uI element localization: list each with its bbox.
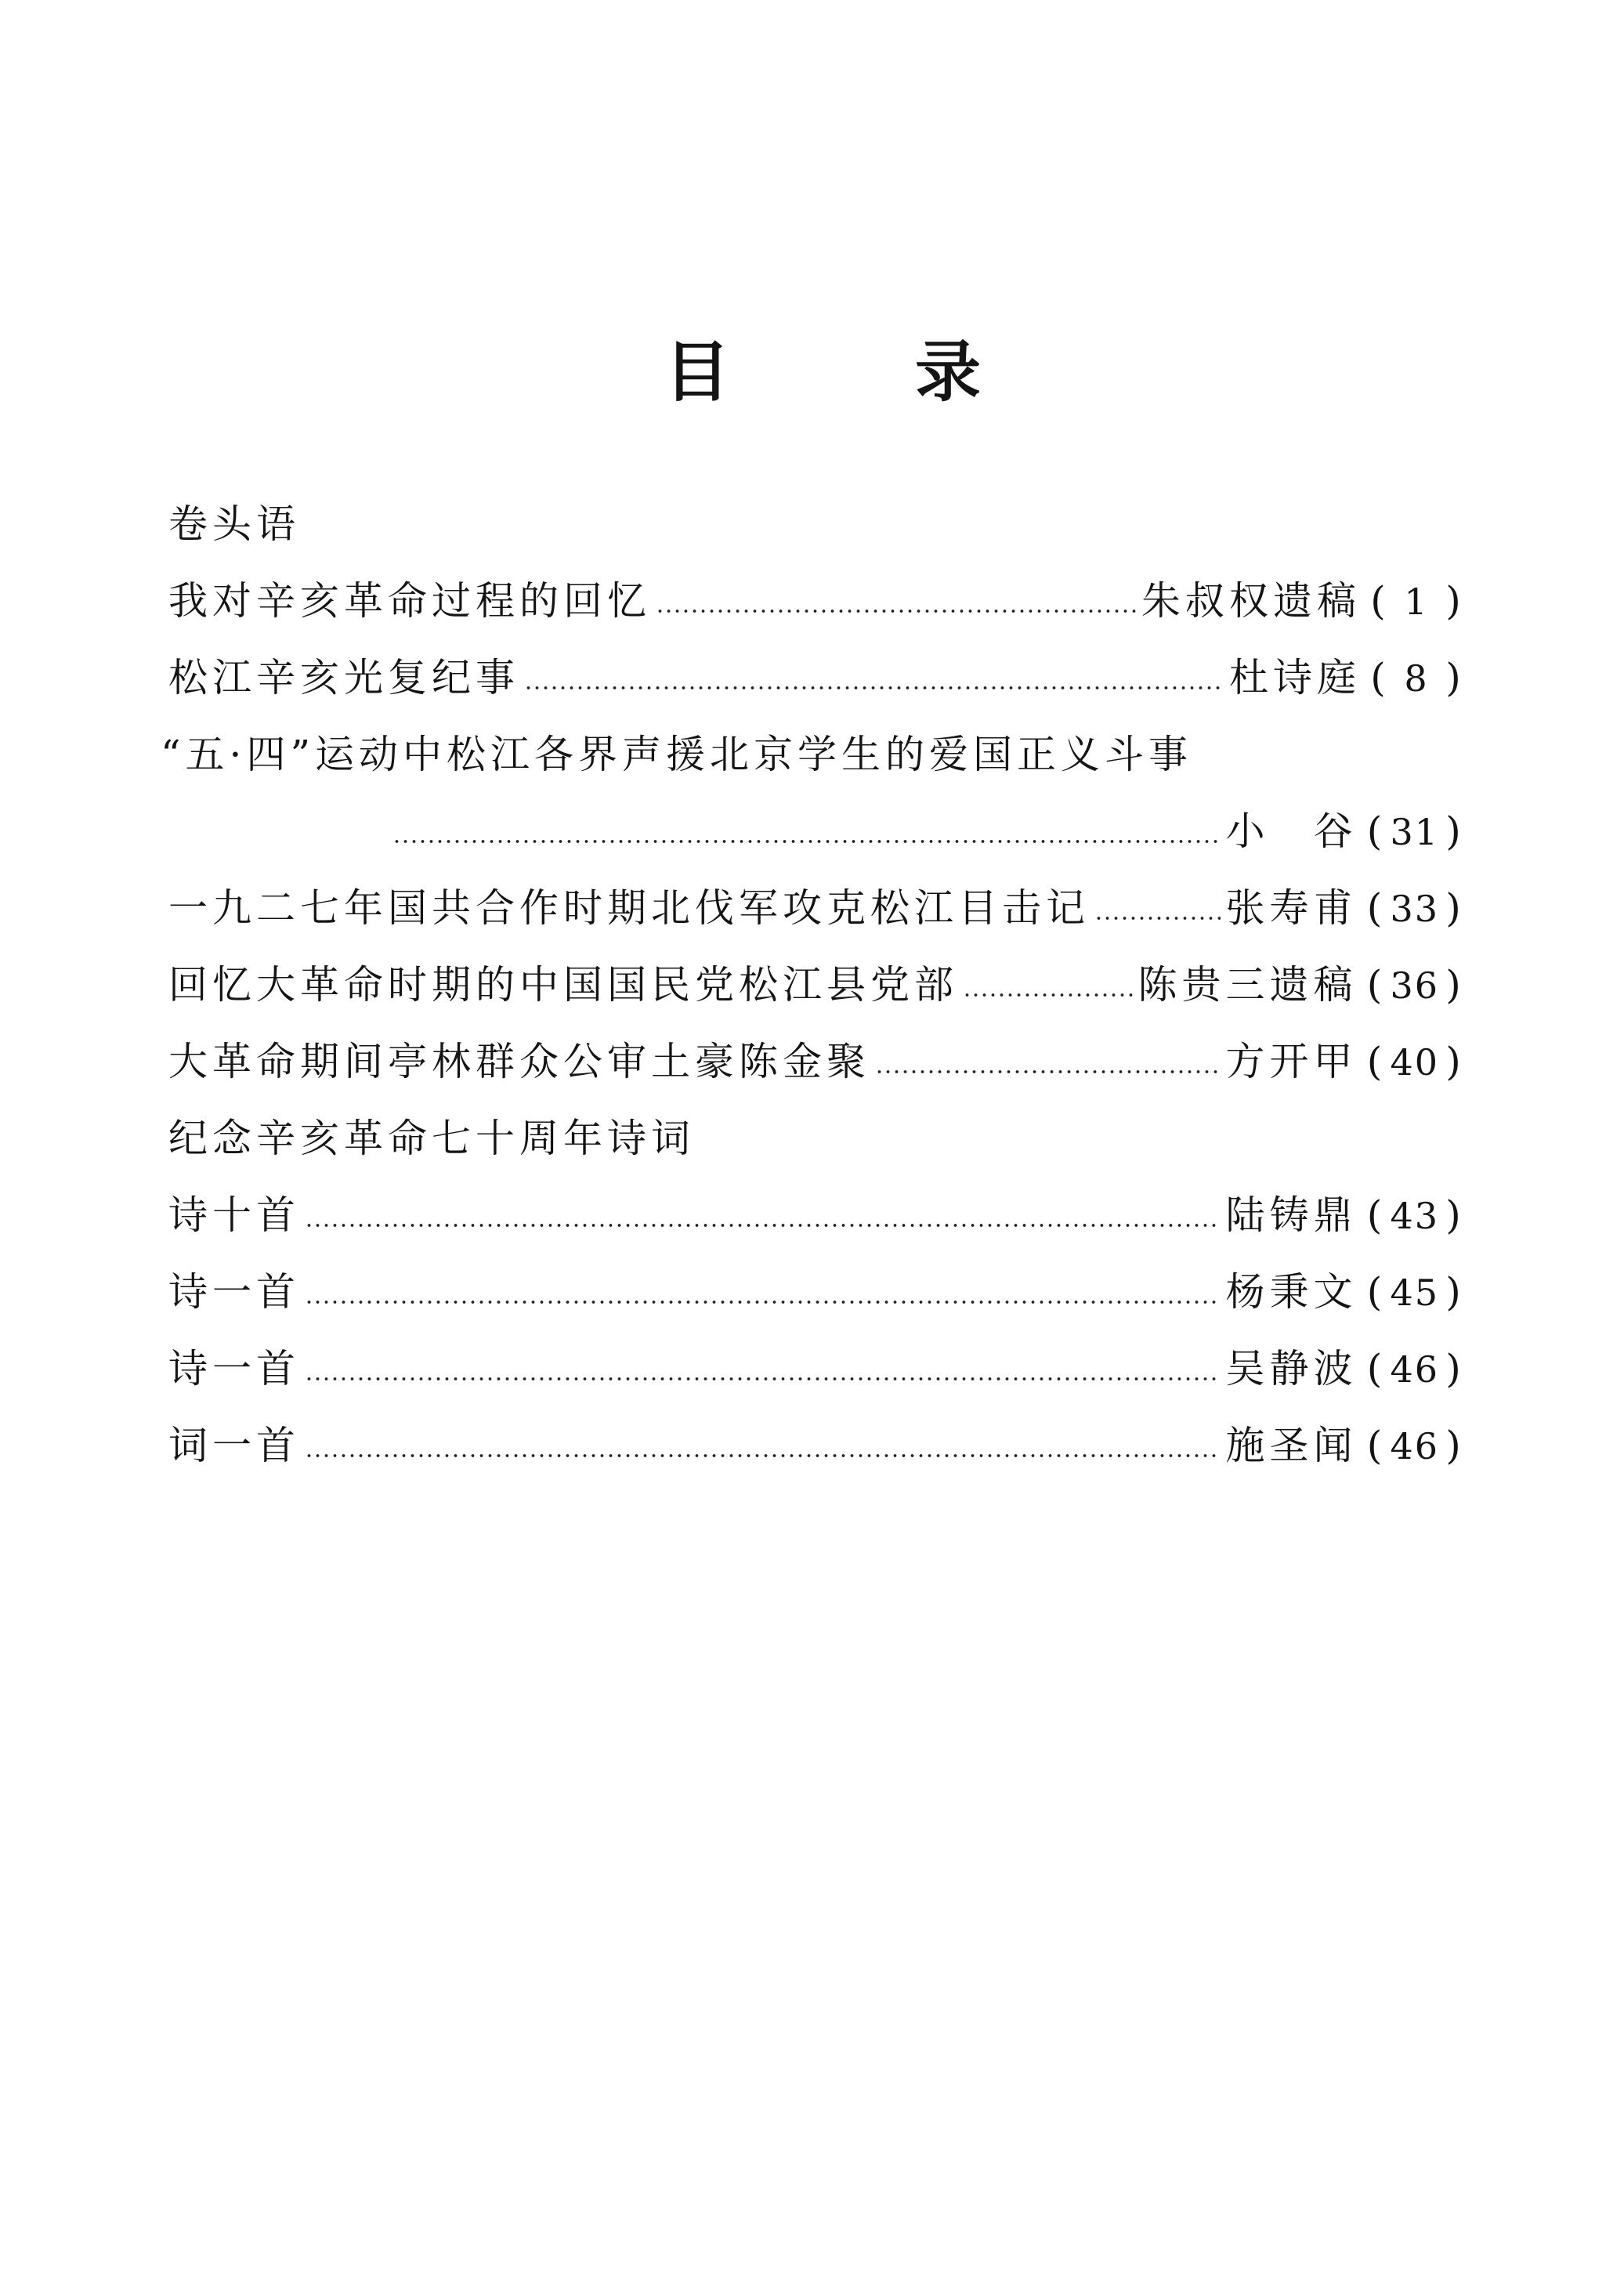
- paren-close: ): [1445, 1268, 1463, 1315]
- paren-close: ): [1445, 1345, 1463, 1391]
- page-number: 46: [1390, 1348, 1439, 1391]
- dot-leader: [305, 1224, 1221, 1227]
- toc-entry-page: [1357, 1023, 1469, 1101]
- toc-entry-page: [1357, 793, 1469, 870]
- toc-entry[interactable]: [168, 1254, 1469, 1330]
- toc-entry-author: 吴静波: [1225, 1346, 1358, 1391]
- page-number: 1: [1404, 580, 1429, 623]
- paren-close: ): [1445, 961, 1463, 1008]
- toc-entry-title: 松江辛亥光复纪事: [168, 655, 519, 700]
- toc-entry-author: 方开甲: [1225, 1039, 1358, 1084]
- toc-entry-title: 一九二七年国共合作时期北伐军攻克松江目击记: [168, 885, 1090, 931]
- dot-leader: [524, 686, 1224, 689]
- paren-close: ): [1445, 577, 1463, 624]
- page-number: 36: [1390, 964, 1439, 1007]
- page-number: 45: [1390, 1271, 1439, 1314]
- paren-open: (: [1366, 808, 1384, 854]
- toc-entry[interactable]: [168, 1330, 1469, 1407]
- toc-entry-title-line[interactable]: [161, 716, 1469, 793]
- toc-entry-author: 杨秉文: [1225, 1269, 1358, 1315]
- paren-close: ): [1445, 1038, 1463, 1084]
- paren-open: (: [1366, 1192, 1384, 1238]
- paren-open: (: [1370, 577, 1387, 624]
- toc-entry[interactable]: [168, 946, 1469, 1023]
- toc-entry[interactable]: [168, 563, 1469, 639]
- title-char-mu: 目: [664, 333, 731, 411]
- toc-entry-page: [1357, 1330, 1469, 1408]
- paren-close: ): [1445, 1422, 1463, 1468]
- toc-entry-author: 小 谷: [1225, 809, 1358, 854]
- paren-close: ): [1445, 808, 1463, 854]
- toc-entry-page: [1357, 946, 1469, 1024]
- paren-open: (: [1370, 654, 1387, 700]
- toc-entry-page: [1357, 870, 1469, 947]
- toc-entry-author: 施圣闻: [1225, 1423, 1358, 1468]
- dot-leader: [305, 1301, 1221, 1304]
- paren-open: (: [1366, 1422, 1384, 1468]
- toc-entry-title: 我对辛亥革命过程的回忆: [168, 578, 651, 624]
- toc-entry[interactable]: [168, 1023, 1469, 1100]
- toc-entry-title: 词一首: [168, 1423, 300, 1468]
- page-number: 8: [1404, 657, 1429, 700]
- toc-entry-continuation[interactable]: [168, 793, 1469, 870]
- paren-close: ): [1445, 654, 1463, 700]
- toc-entry-title: 诗一首: [168, 1346, 300, 1391]
- page-number: 43: [1390, 1194, 1439, 1237]
- dot-leader: [392, 840, 1221, 843]
- toc-entry-page: [1357, 1254, 1469, 1331]
- toc-entry-page: [1357, 1177, 1469, 1254]
- toc-entry-title: 诗十首: [168, 1192, 300, 1238]
- toc-entry-page: [1361, 563, 1469, 640]
- toc-entry-author: 陆铸鼎: [1225, 1192, 1358, 1238]
- dot-leader: [875, 1070, 1221, 1073]
- dot-leader: [305, 1454, 1221, 1457]
- toc-entry-page: [1357, 1407, 1469, 1485]
- toc-entry-author: 张寿甫: [1225, 885, 1358, 931]
- paren-open: (: [1366, 961, 1384, 1008]
- toc-entry[interactable]: [168, 1177, 1469, 1254]
- paren-open: (: [1366, 885, 1384, 931]
- section-heading: 纪念辛亥革命七十周年诗词: [168, 1116, 695, 1161]
- toc-entry-page: [1361, 639, 1469, 717]
- title-char-lu: 录: [915, 333, 982, 411]
- toc-entry-title: 大革命期间亭林群众公审土豪陈金聚: [168, 1039, 870, 1084]
- toc-preface[interactable]: [168, 486, 1469, 563]
- toc-entry-title: 回忆大革命时期的中国国民党松江县党部: [168, 962, 958, 1008]
- toc-entry-title: “五·四”运动中松江各界声援北京学生的爱国正义斗事: [161, 732, 1193, 777]
- paren-close: ): [1445, 1192, 1463, 1238]
- page-number: 46: [1390, 1424, 1439, 1467]
- paren-open: (: [1366, 1268, 1384, 1315]
- table-of-contents: [161, 486, 1469, 1484]
- dot-leader: [305, 1377, 1221, 1380]
- toc-entry[interactable]: [168, 870, 1469, 946]
- page-number: 31: [1390, 810, 1439, 853]
- toc-entry-author: 陈贵三遗稿: [1138, 962, 1358, 1008]
- toc-entry-author: 杜诗庭: [1229, 655, 1361, 700]
- dot-leader: [1094, 917, 1221, 920]
- page-title: [0, 329, 1624, 415]
- page-number: 40: [1390, 1040, 1439, 1084]
- toc-entry-title: 诗一首: [168, 1269, 300, 1315]
- paren-open: (: [1366, 1038, 1384, 1084]
- paren-open: (: [1366, 1345, 1384, 1391]
- dot-leader: [656, 610, 1137, 613]
- dot-leader: [963, 993, 1133, 997]
- paren-close: ): [1445, 885, 1463, 931]
- page-number: 33: [1390, 887, 1439, 930]
- toc-entry[interactable]: [168, 1407, 1469, 1484]
- toc-entry[interactable]: [168, 639, 1469, 716]
- toc-entry-title: 卷头语: [168, 501, 300, 547]
- toc-entry-author: 朱叔权遗稿: [1141, 578, 1361, 624]
- toc-section-heading[interactable]: [168, 1100, 1469, 1177]
